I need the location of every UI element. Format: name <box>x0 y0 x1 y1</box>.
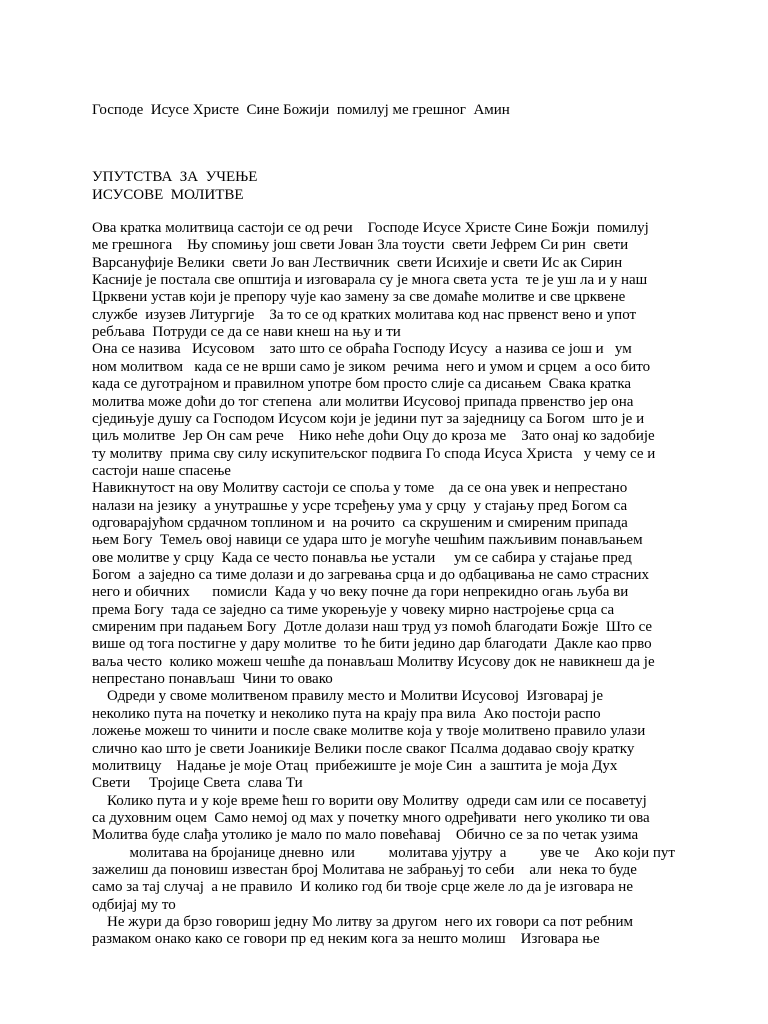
body-line: Богом а заједно са тиме долази и до загревања срца и до одбацивања не само страсних <box>92 567 650 583</box>
body-line: одбијај му то <box>92 896 176 913</box>
body-line: циљ молитве Јер Он сам рече Нико неће доћи Оцу до кроза ме Зато онај ко задобије <box>92 428 655 445</box>
body-line: непрестано понављаш Чини то овако <box>92 671 333 688</box>
body-line: неколико пута на почетку и неколико пута на крају пра вила Ако постоји распо <box>92 705 601 722</box>
body-line: ном молитвом када се не врши само је зиком речима него и умом и срцем а осо бито <box>92 358 651 375</box>
body-line: молитва може доћи до тог степена али молитви Исусовој припада првенство јер она <box>92 393 634 410</box>
body-line: Црквени устав који је препору чује као замену за све домаће молитве и све црквене <box>92 289 626 306</box>
body-line: више од тога постигне у дару молитве то ће бити једино дар благодати Дакле као прво <box>92 636 652 653</box>
body-line: Варсануфије Велики свети Јо ван Лествичник свети Исихије и свети Ис ак Сирин <box>92 254 623 271</box>
prayer-line: Господе Исусе Христе Сине Божији помилуј ме грешног Амин <box>92 102 510 118</box>
body-line: ребљава Потруди се да се нави кнеш на њу и ти <box>92 324 401 341</box>
body-line: Ова кратка молитвица састоји се од речи Господе Исусе Христе Сине Божји помилуј <box>92 220 649 236</box>
body-line: службе изузев Литургије За то се од кратких молитава код нас првенст вено и упот <box>92 306 637 323</box>
body-line: састоји наше спасење <box>92 462 231 479</box>
body-line: њем Богу Темељ овој навици се удара што је могуће чешћим пажљивим понављањем <box>92 532 643 549</box>
body-line: Колико пута и у које време ћеш го ворити ову Молитву одреди сам или се посаветуј <box>92 792 647 809</box>
body-line: Молитва буде слађа утолико је мало по мало повећавај Обично се за по четак узима <box>92 827 639 844</box>
body-line: налази на језику а унутрашње у усре тсређењу ума у срцу у стајању пред Богом са <box>92 497 628 514</box>
body-line: ложење можеш то чинити и после сваке молитве која у твоје молитвено правило улази <box>92 723 646 740</box>
body-line: Касније је постала све општија и изговарала су је многа света уста те је уш ла и у наш <box>92 272 648 289</box>
body-line: ту молитву прима сву силу искупитељског подвига Го спода Исуса Христа у чему се и <box>92 445 656 462</box>
heading-line-1: УПУТСТВА ЗА УЧЕЊЕ <box>92 169 258 185</box>
body-line: одговарајућом срдачном топлином и на рочито са скрушеним и смиреним припада <box>92 514 628 531</box>
body-line: молитава на бројанице дневно или молитава ујутру а уве че Ако који пут <box>92 844 675 861</box>
body-line: ове молитве у срцу Када се често понавља ње устали ум се сабира у стајање пред <box>92 549 632 566</box>
body-line: ме грешнога Њу спомињу још свети Јован Зла тоусти свети Јефрем Си рин свети <box>92 237 629 254</box>
body-line: Не жури да брзо говориш једну Мо литву за другом него их говори са пот ребним <box>92 914 634 930</box>
body-line: него и обичних помисли Када у чо веку почне да гори непрекидно огањ љуба ви <box>92 584 629 601</box>
body-line: само за тај случај а не правило И колико год би твоје срце желе ло да је изговара не <box>92 879 633 896</box>
body-line: ваља често колико можеш чешће да понављаш Молитву Исусову док не навикнеш да је <box>92 653 655 670</box>
body-line: сједињује душу са Господом Исусом који је једини пут за заједницу са Богом што је и <box>92 410 645 427</box>
body-line: слично као што је свети Јоаникије Велики после сваког Псалма додавао своју кратку <box>92 740 635 757</box>
body-line: Она се назива Исусовом зато што се обраћа Господу Исусу а назива се још и ум <box>92 341 632 358</box>
body-line: према Богу тада се заједно са тиме укорењује у човеку мирно настројење срца са <box>92 601 615 618</box>
body-line: Одреди у своме молитвеном правилу место и Молитви Исусовој Изговарај је <box>92 688 604 705</box>
body-line: молитвицу Надање је моје Отац прибежиште је моје Син а заштита је моја Дух <box>92 757 618 774</box>
body-line: када се дуготрајном и правилном употре бом просто слије са дисањем Свака кратка <box>92 376 632 393</box>
heading-line-2: ИСУСОВЕ МОЛИТВЕ <box>92 187 244 203</box>
body-line: смиреним при падањем Богу Дотле долази наш труд уз помоћ благодати Божје Што се <box>92 619 653 636</box>
body-line: са духовним оцем Само немој од мах у почетку много одређивати него уколико ти ова <box>92 809 650 826</box>
body-line: Навикнутост на ову Молитву састоји се споља у томе да се она увек и непрестано <box>92 480 628 497</box>
body-line: размаком онако како се говори пр ед неким кога за нешто молиш Изговара ње <box>92 931 600 948</box>
body-line: зажелиш да поновиш известан број Молитава не забрањуј то себи али нека то буде <box>92 861 637 878</box>
body-line: Свети Тројице Света слава Ти <box>92 775 303 792</box>
